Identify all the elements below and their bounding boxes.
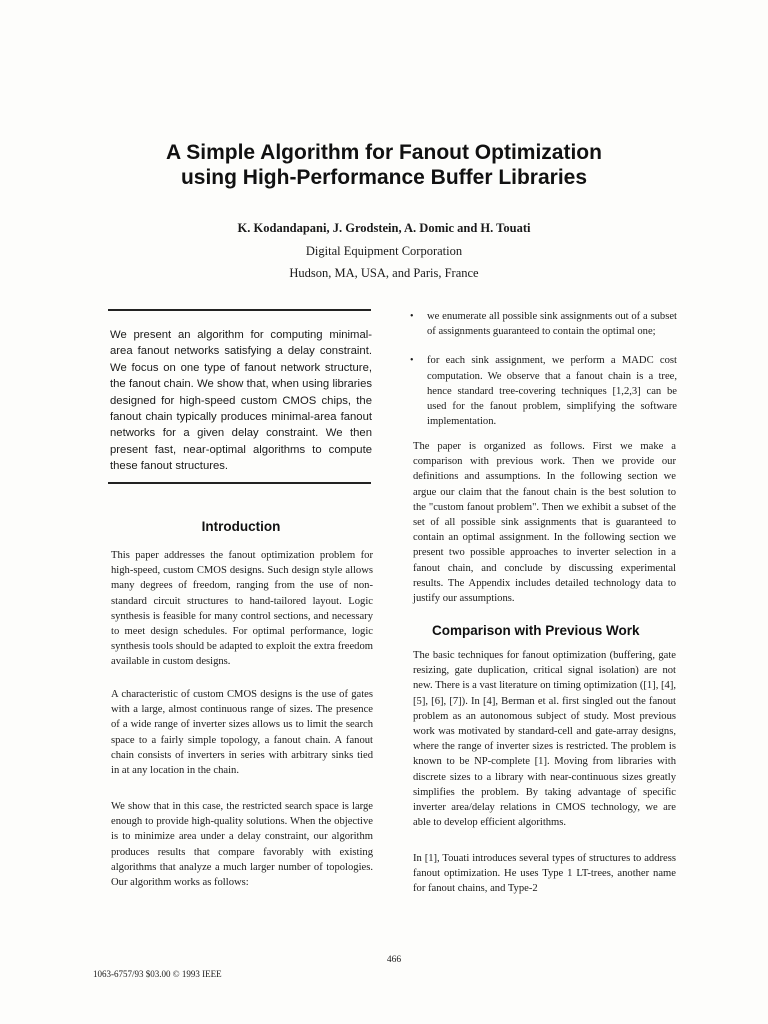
title-line-1: A Simple Algorithm for Fanout Optimization <box>166 141 602 164</box>
authors: K. Kodandapani, J. Grodstein, A. Domic and H. Touati <box>237 221 531 235</box>
list-item-text: for each sink assignment, we perform a MADC cost computation. We observe that a fanout chain is a tree, hence standard tree-covering techniques [1,2,3] can be used for the fanout problem, simplifying the software implementation. <box>427 355 677 428</box>
location: Hudson, MA, USA, and Paris, France <box>289 266 479 280</box>
bullet-icon: • <box>410 311 414 322</box>
abstract-bottom-rule <box>108 482 371 484</box>
organization-paragraph: The paper is organized as follows. First we make a comparison with previous work. Then we provide our definitions and assumptions. In the following section we argue our claim that the fanout chain is the best solution to the "custom fanout problem". Then we exhibit a subset of the set of all possible sink assignments that is guaranteed to contain an optimal assignment. In the following section we present two possible approaches to inverter selection in a fanout chain, and conclude by discussing experimental results. The Appendix includes detailed technology data to justify our assumptions. <box>413 441 676 605</box>
bullet-icon: • <box>410 355 414 367</box>
introduction-paragraph-3: We show that in this case, the restricted search space is large enough to provide high-quality solutions. When the objective is to minimize area under a delay constraint, our algorithm produces results that compare favorably with existing algorithms that analyze a much larger number of topologies. Our algorithm works as follows: <box>111 801 373 889</box>
copyright-notice: 1063-6757/93 $03.00 © 1993 IEEE <box>93 969 222 979</box>
paper-title <box>80 140 688 190</box>
title-line-2: using High-Performance Buffer Libraries <box>180 166 588 189</box>
page-number: 466 <box>386 955 402 965</box>
comparison-paragraph-2: In [1], Touati introduces several types of structures to address fanout optimization. He uses Type 1 LT-trees, another name for fanout chains, and Type-2 <box>413 853 676 895</box>
comparison-paragraph-1: The basic techniques for fanout optimization (buffering, gate resizing, gate duplication, critical signal isolation) are not new. There is a vast literature on timing optimization ([1], [4], [5], [6], [7]). In [4], Berman et al. first singled out the fanout problem as an autonomous subject of study. Most previous work was motivated by standard-cell and gate-array designs, where the range of inverter sizes is restricted. The problem is known to be NP-complete [1]. Moving from libraries with discrete sizes to a library with near-continuous sizes greatly simplifies the problem. By taking advantage of specific inverter area/delay relations in CMOS technology, we are able to develop efficient algorithms. <box>413 650 677 829</box>
comparison-heading: Comparison with Previous Work <box>432 623 640 638</box>
list-item-text: we enumerate all possible sink assignments out of a subset of assignments guaranteed to contain the optimal one; <box>427 311 677 338</box>
list-item <box>405 353 677 429</box>
introduction-paragraph-2: A characteristic of custom CMOS designs is the use of gates with a large, almost continuous range of sizes. The presence of a wide range of inverter sizes allows us to limit the search space to a fairly simple topology, a fanout chain. A fanout chain consists of inverters in series with arbitrary sinks tied in at any location in the chain. <box>111 689 373 777</box>
introduction-heading: Introduction <box>201 519 281 534</box>
affiliation: Digital Equipment Corporation <box>305 244 463 258</box>
abstract-top-rule <box>108 309 371 311</box>
introduction-paragraph-1: This paper addresses the fanout optimization problem for high-speed, custom CMOS designs. Such design style allows many degrees of freedom, ranging from the use of non-standard circuit structures to hand-tailored layout. Logic synthesis is feasible for many control sections, and necessary to meet design schedules. For optimal performance, logic synthesis tools should be adapted to exploit the extra freedom available in custom designs. <box>111 550 373 668</box>
algorithm-steps-list <box>405 309 677 443</box>
abstract: We present an algorithm for computing minimal-area fanout networks satisfying a delay constraint. We focus on one type of fanout network structure, the fanout chain. We show that, when using libraries designed for high-speed custom CMOS chips, the fanout chain typically produces minimal-area fanout networks for a given delay constraint. We then present fast, near-optimal algorithms to compute these fanout structures. <box>110 329 372 473</box>
list-item <box>405 309 677 339</box>
